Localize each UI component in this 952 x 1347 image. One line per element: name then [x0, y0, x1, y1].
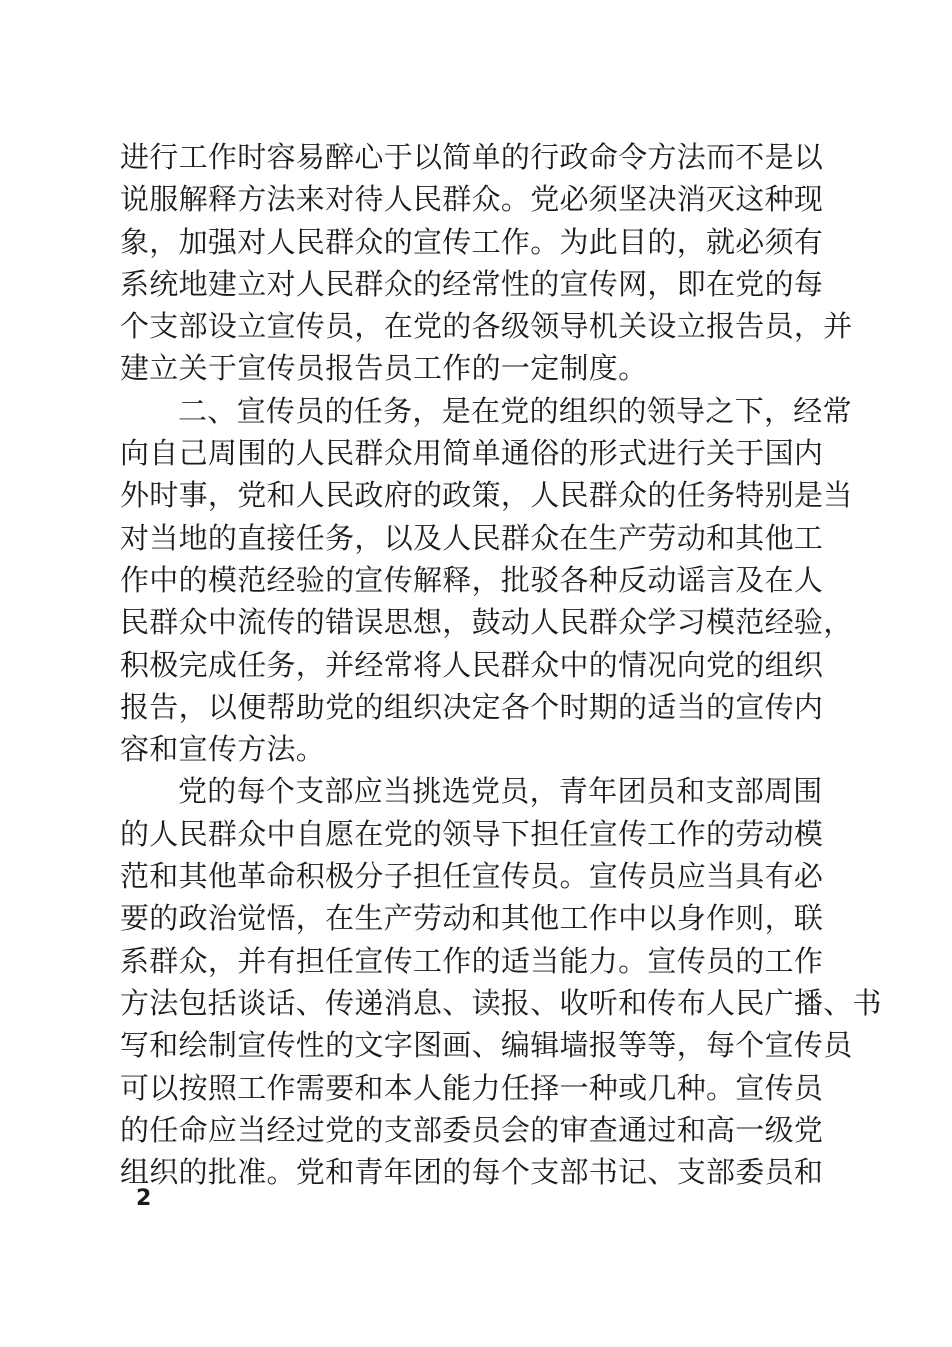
text-line: 的人民群众中自愿在党的领导下担任宣传工作的劳动模: [120, 816, 824, 851]
text-line: 作中的模范经验的宣传解释，批驳各种反动谣言及在人: [120, 562, 824, 597]
page-number: 2: [136, 1186, 152, 1211]
text-line: 的任命应当经过党的支部委员会的审查通过和高一级党: [120, 1112, 824, 1147]
text-line: 可以按照工作需要和本人能力任择一种或几种。宣传员: [120, 1070, 824, 1105]
text-line: 报告，以便帮助党的组织决定各个时期的适当的宣传内: [120, 689, 824, 724]
text-line: 建立关于宣传员报告员工作的一定制度。: [120, 351, 648, 386]
text-line: 积极完成任务，并经常将人民群众中的情况向党的组织: [120, 647, 824, 682]
text-line: 个支部设立宣传员，在党的各级领导机关设立报告员，并: [120, 309, 853, 344]
text-line: 系群众，并有担任宣传工作的适当能力。宣传员的工作: [120, 943, 824, 978]
text-line: 系统地建立对人民群众的经常性的宣传网，即在党的每: [120, 266, 824, 301]
paragraph-start-line: 党的每个支部应当挑选党员，青年团员和支部周围: [178, 774, 823, 809]
text-line: 外时事，党和人民政府的政策，人民群众的任务特别是当: [120, 478, 853, 513]
text-line: 写和绘制宣传性的文字图画、编辑墙报等等，每个宣传员: [120, 1028, 853, 1063]
text-line: 容和宣传方法。: [120, 732, 326, 767]
body-text: [120, 136, 882, 1193]
text-line: 向自己周围的人民群众用简单通俗的形式进行关于国内: [120, 436, 824, 471]
text-line: 民群众中流传的错误思想，鼓动人民群众学习模范经验，: [120, 605, 853, 640]
paragraph-start-line: 二、宣传员的任务，是在党的组织的领导之下，经常: [178, 393, 852, 428]
text-line: 象，加强对人民群众的宣传工作。为此目的，就必须有: [120, 224, 824, 259]
text-line: 对当地的直接任务，以及人民群众在生产劳动和其他工: [120, 520, 824, 555]
text-line: 方法包括谈话、传递消息、读报、收听和传布人民广播、书: [120, 985, 882, 1020]
text-line: 要的政治觉悟，在生产劳动和其他工作中以身作则，联: [120, 901, 824, 936]
text-line: 范和其他革命积极分子担任宣传员。宣传员应当具有必: [120, 859, 824, 894]
text-line: 组织的批准。党和青年团的每个支部书记、支部委员和: [120, 1155, 824, 1190]
text-line: 进行工作时容易醉心于以简单的行政命令方法而不是以: [120, 140, 824, 174]
text-line: 说服解释方法来对待人民群众。党必须坚决消灭这种现: [120, 182, 824, 217]
